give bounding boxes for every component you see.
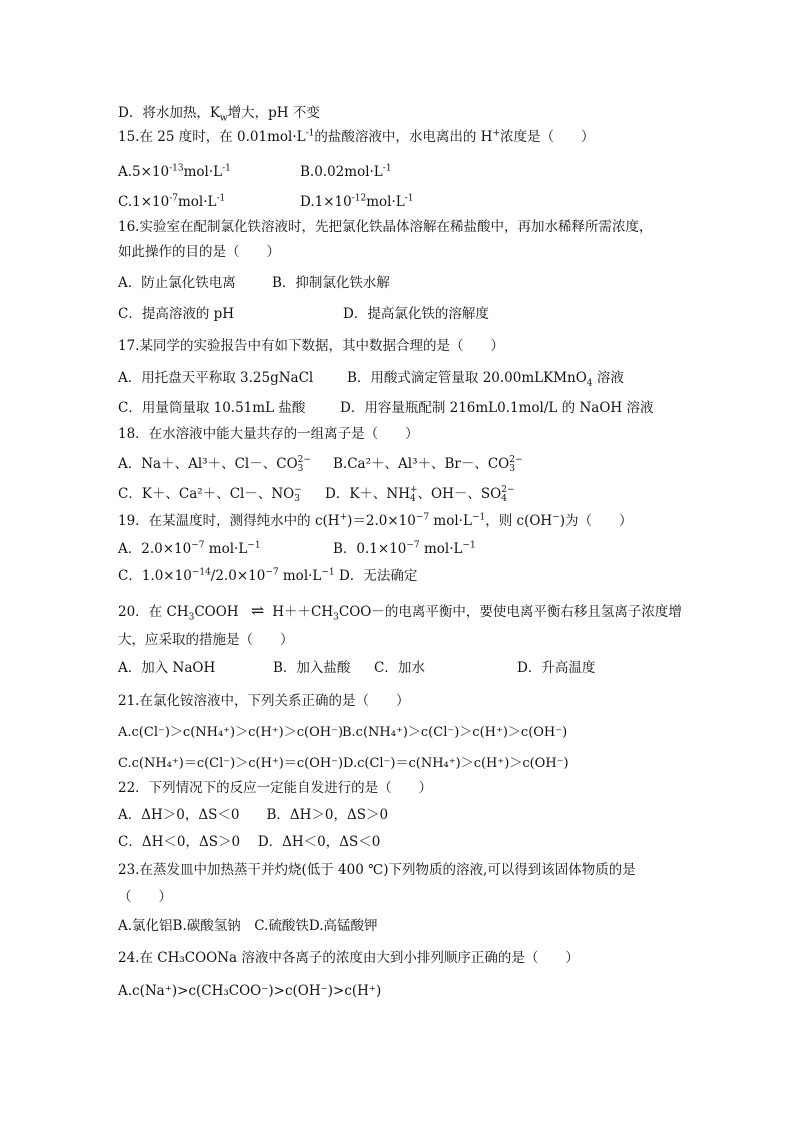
q22-options-ab: A．ΔH＞0，ΔS＜0 B．ΔH＞0，ΔS＞0 (118, 807, 389, 823)
q16-option-b: B．抑制氯化铁水解 (272, 275, 390, 291)
q23-paren: （ ） (118, 889, 172, 905)
q21-stem: 21.在氯化铵溶液中，下列关系正确的是（ ） (118, 693, 410, 709)
q17-option-b: B．用酸式滴定管量取 20.00mLKMnO$_4$ 溶液 (347, 370, 624, 389)
q18-option-d: D．K＋、NH + 4 、OH－、SO 2− 4 (325, 484, 515, 504)
q16-option-c: C．提高溶液的 pH (118, 306, 235, 322)
q16-option-d: D．提高氯化铁的溶解度 (343, 306, 489, 322)
q23-stem: 23.在蒸发皿中加热蒸干并灼烧(低于 400 ℃)下列物质的溶液,可以得到该固体物质的是 (118, 862, 636, 878)
q24-option-a: A.c(Na⁺)>c(CH₃COO⁻)>c(OH⁻)>c(H⁺) (118, 983, 382, 999)
q23-options: A.氯化铝B.碳酸氢钠 C.硫酸铁D.高锰酸钾 (118, 918, 378, 934)
q19-option-d: D．无法确定 (339, 568, 418, 584)
q20-option-b: B．加入盐酸 (273, 660, 351, 676)
q18-stem: 18．在水溶液中能大量共存的一组离子是（ ） (118, 426, 419, 442)
q21-option-d: D.c(Cl⁻)＝c(NH₄⁺)＞c(H⁺)＞c(OH⁻) (343, 756, 569, 771)
q18-option-b: B.Ca²＋、Al³＋、Br－、CO 2− 3 (333, 454, 523, 474)
q17-option-c: C．用量筒量取 10.51mL 盐酸 (118, 400, 306, 416)
q19-option-b: B．$0.1\times 10^{-7}$ $mol\cdot L^{-1}$ (333, 540, 476, 557)
q15-option-d: $D.1\times 10^{-12}mol\cdot L^{-1}$ (300, 193, 414, 210)
equilibrium-arrow-icon: ⇌ (250, 601, 265, 620)
q20-stem-line2: 大，应采取的措施是（ ） (118, 632, 294, 648)
q20-option-c: C．加水 (374, 660, 425, 676)
q22-options-cd: C．ΔH＜0，ΔS＞0 D．ΔH＜0，ΔS＜0 (118, 834, 381, 850)
q17-option-a: A．用托盘天平称取 3.25gNaCl (118, 370, 314, 386)
q21-option-c: C.c(NH₄⁺)＝c(Cl⁻)＞c(H⁺)＝c(OH⁻) (118, 756, 344, 771)
q19-option-c: C．$1.0\times 10^{-14}/2.0\times 10^{-7}$ $mol\cdot L^{-1}$ (118, 567, 335, 584)
q19-option-a: A．$2.0\times 10^{-7}$ $mol\cdot L^{-1}$ (118, 540, 261, 557)
q18-option-a: A．Na＋、Al³＋、Cl－、CO 2− 3 (118, 454, 311, 474)
q19-stem: 19．在某温度时，测得纯水中的 $c(H^+)=2.0\times 10^{-7}$ $mol\cdot L^{-1}$，则 c(OH−)为（ ） (118, 512, 633, 529)
q15-option-c: $C.1\times 10^{-7}mol\cdot L^{-1}$ (118, 193, 226, 210)
q15-stem: 15.在 25 度时，在 $0.01mol\cdot L^{-1}$的盐酸溶液中，水电离出的 H+浓度是（ ） (118, 128, 595, 145)
q20-option-d: D．升高温度 (517, 660, 596, 676)
q16-stem-line2: 如此操作的目的是（ ） (118, 244, 280, 260)
q17-option-d: D．用容量瓶配制 216mL0.1mol/L 的 NaOH 溶液 (340, 400, 654, 416)
q15-option-a: $A.5\times 10^{-13}mol\cdot L^{-1}$ (118, 163, 231, 180)
q24-stem: 24.在 CH₃COONa 溶液中各离子的浓度由大到小排列顺序正确的是（ ） (118, 950, 579, 966)
q15-option-b: $B.0.02mol\cdot L^{-1}$ (300, 163, 392, 180)
q22-stem: 22．下列情况下的反应一定能自发进行的是（ ） (118, 780, 433, 796)
q20-stem-line1: 20．在 $CH_3COOH$ ⇌ $H++CH_3COO-$的电离平衡中，要使电离平衡右移且氢离子浓度增 (118, 601, 682, 623)
q21-option-a: A.c(Cl⁻)＞c(NH₄⁺)＞c(H⁺)＞c(OH⁻) (118, 725, 344, 740)
q17-stem: 17.某同学的实验报告中有如下数据，其中数据合理的是（ ） (118, 338, 504, 354)
q20-option-a: A．加入 NaOH (118, 660, 216, 676)
q21-option-b: B.c(NH₄⁺)＞c(Cl⁻)＞c(H⁺)＞c(OH⁻) (342, 725, 568, 740)
q18-option-c: C．K＋、Ca²＋、Cl－、NO − 3 (118, 484, 302, 504)
q16-stem-line1: 16.实验室在配制氯化铁溶液时，先把氯化铁晶体溶解在稀盐酸中，再加水稀释所需浓度， (118, 219, 653, 235)
q16-option-a: A．防止氯化铁电离 (118, 275, 236, 291)
q14-option-d: D．将水加热，$K_w$增大，pH 不变 (118, 105, 320, 124)
